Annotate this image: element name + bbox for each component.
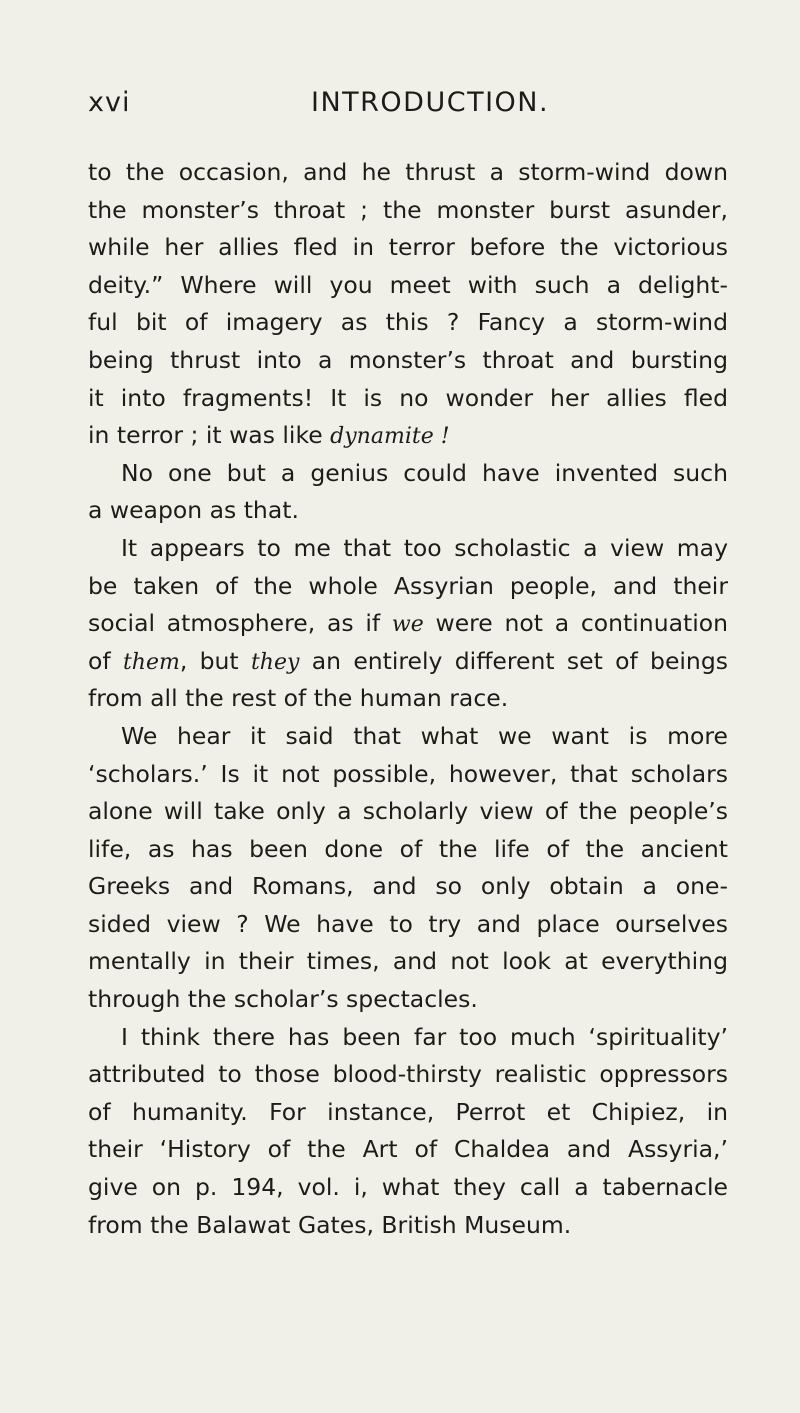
text-line: be taken of the whole Assyrian people, and their: [88, 571, 728, 600]
text-line: deity.” Where will you meet with such a delight-: [88, 270, 728, 299]
text-line: life, as has been done of the life of the ancient: [88, 834, 728, 863]
text-line: a weapon as that.: [88, 496, 299, 525]
text-line: of humanity. For instance, Perrot et Chipiez, in: [88, 1097, 728, 1126]
italic-text: they: [250, 649, 300, 675]
italic-text: dynamite !: [330, 424, 450, 450]
chapter-title: INTRODUCTION.: [311, 87, 550, 118]
text-line: attributed to those blood-thirsty realistic oppressors: [88, 1060, 728, 1089]
text-line: Greeks and Romans, and so only obtain a one-: [88, 872, 728, 901]
text-line: from all the rest of the human race.: [88, 684, 509, 713]
text-line: from the Balawat Gates, British Museum.: [88, 1210, 572, 1239]
text-line: while her allies fled in terror before the victorious: [88, 233, 728, 262]
text-line: the monster’s throat ; the monster burst asunder,: [88, 195, 728, 224]
text-line: social atmosphere, as if we were not a continuation: [88, 609, 728, 638]
page-number: xvi: [88, 87, 131, 118]
text-line: to the occasion, and he thrust a storm-wind down: [88, 158, 728, 186]
paragraph-start: I think there has been far too much ‘spirituality’: [121, 1022, 728, 1051]
paragraph-start: No one but a genius could have invented such: [121, 458, 728, 487]
running-head: [88, 78, 728, 128]
text-line: of them, but they an entirely different set of beings: [88, 646, 728, 675]
italic-text: them: [122, 649, 180, 675]
text-line: their ‘History of the Art of Chaldea and Assyria,’: [88, 1135, 728, 1164]
text-line: being thrust into a monster’s throat and bursting: [88, 345, 728, 374]
text-line: ‘scholars.’ Is it not possible, however, that scholars: [88, 759, 728, 788]
italic-text: we: [391, 612, 424, 638]
paragraph-start: We hear it said that what we want is more: [121, 721, 728, 750]
text-line: mentally in their times, and not look at everything: [88, 947, 728, 976]
text-line: through the scholar’s spectacles.: [88, 985, 478, 1014]
text-line: it into fragments! It is no wonder her allies fled: [88, 383, 728, 412]
body-text: [88, 154, 728, 1244]
text-line: alone will take only a scholarly view of the people’s: [88, 797, 728, 826]
text-line: in terror ; it was like dynamite !: [88, 421, 450, 450]
text-line: sided view ? We have to try and place ourselves: [88, 909, 728, 938]
text-line: ful bit of imagery as this ? Fancy a storm-wind: [88, 308, 728, 337]
text-line: give on p. 194, vol. i, what they call a tabernacle: [88, 1173, 728, 1202]
paragraph-start: It appears to me that too scholastic a view may: [121, 533, 728, 562]
